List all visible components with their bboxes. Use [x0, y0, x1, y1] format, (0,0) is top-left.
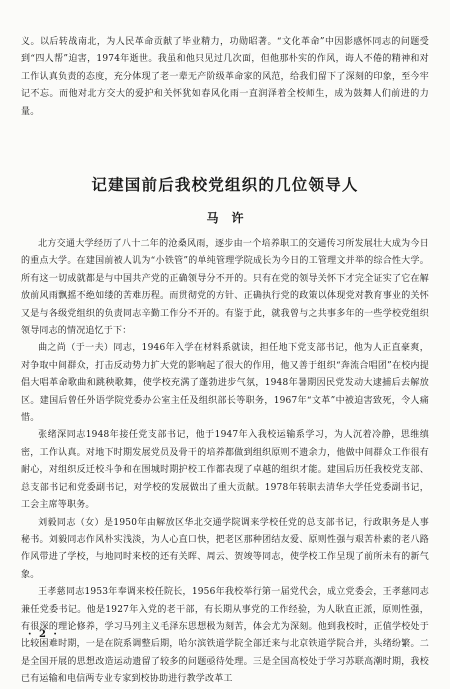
body-paragraph-3: 张绪深同志1948年接任党支部书记，他于1947年入我校运输系学习，为人沉着冷静，思维缜密，工作认真。对地下时期发展党员及骨干的培养都做到组织原则不遗余力，他做中间群众工作很有耐心，对组织反迁校斗争和在围城时期护校工作都表现了卓越的组织才能。建国后历任我校党支部、总支部书记和党委副书记，对学校的发展做出了重大贡献。1978年转职去清华大学任党委副书记，工会主席等职务。 [21, 430, 429, 511]
body-paragraph-5: 王孝慈同志1953年奉调来校任院长，1956年我校举行第一届党代会，成立党委会，王孝慈同志兼任党委书记。他是1927年入党的老干部，有长期从事党的工作经验，为人耿直正派，原则性强，有很深的理论修养，学习马列主义毛泽东思想极为刻苦，体会尤为深刻。他到我校时，正值学校处于比较困难时期，一是在院系调整后期，哈尔滨铁道学院全部迁来与北京铁道学院合并，头绪纷繁。二是全国开展的思想改造运动遗留了较多的问题亟待处理。三是全国高校处于学习苏联高潮时期，我校已有运输和电信两专业专家到校协助进行教学改革工 [21, 587, 429, 685]
article-body [21, 236, 429, 689]
page-number: · 2 · [28, 629, 59, 640]
body-paragraph-2: 曲之尚（于一夫）同志，1946年入学在材料系就读，担任地下党支部书记，他为人正直豪爽，对争取中间群众，打击反动势力扩大党的影响起了很大的作用，他又善于组织“奔流合唱团”在校内提倡大唱革命歌曲和跳秧歌舞，使学校充满了蓬勃进步气氛，1948年暑期因民党发动大逮捕后去解放区。建国后曾任外语学院党委办公室主任及组织部长等职务，1967年“文革”中被迫害致死，令人痛惜。 [21, 343, 429, 424]
article-title: 记建国前后我校党组织的几位领导人 [91, 175, 359, 194]
intro-paragraph: 义。以后转战南北，为人民革命贡献了毕业精力，功勋昭著。“文化革命”中因影感怀同志的问题受到“四人帮”迫害，1974年逝世。我虽和他只见过几次面，但他那朴实的作风，诲人不倦的精神和对工作认真负责的态度，充分体现了老一辈无产阶级革命家的风范，给我们留下了深刻的印象，至今牢记不忘。而他对北方交大的爱护和关怀犹如春风化雨一直润泽着全校师生，成为鼓舞人们前进的力量。 [21, 37, 429, 117]
body-paragraph-4: 刘毅同志（女）是1950年由解放区华北交通学院调来学校任党的总支部书记，行政职务是人事秘书。刘毅同志作风朴实浅淡，为人心直口快，把老区那种团结友爱、原则性强与艰苦朴素的老八路作风带进了学校，与地同时来校的还有关晖、周云、贺竣等同志，使学校工作呈现了前所未有的新气象。 [21, 517, 429, 580]
article-author: 马许 [206, 211, 257, 225]
body-paragraph-1: 北方交通大学经历了八十二年的沧桑风雨，逐步由一个培养职工的交通传习所发展壮大成为今日的重点大学。在建国前被人讥为“小铁管”的单纯管理学院成长为今日的工管理文并举的综合性大学。所有这一切成就都是与中国共产党的正确领导分不开的。只有在党的领导关怀下才完全证实了它在解放前风雨飘摇不绝如缕的苦难历程。而贯彻党的方针、正确执行党的政策以体现党对教育事业的关怀又是与各级党组织的负责同志辛勤工作分不开的。有鉴于此，就我曾与之共事多年的一些学校党组织领导同志的情况追忆于下： [21, 239, 429, 337]
